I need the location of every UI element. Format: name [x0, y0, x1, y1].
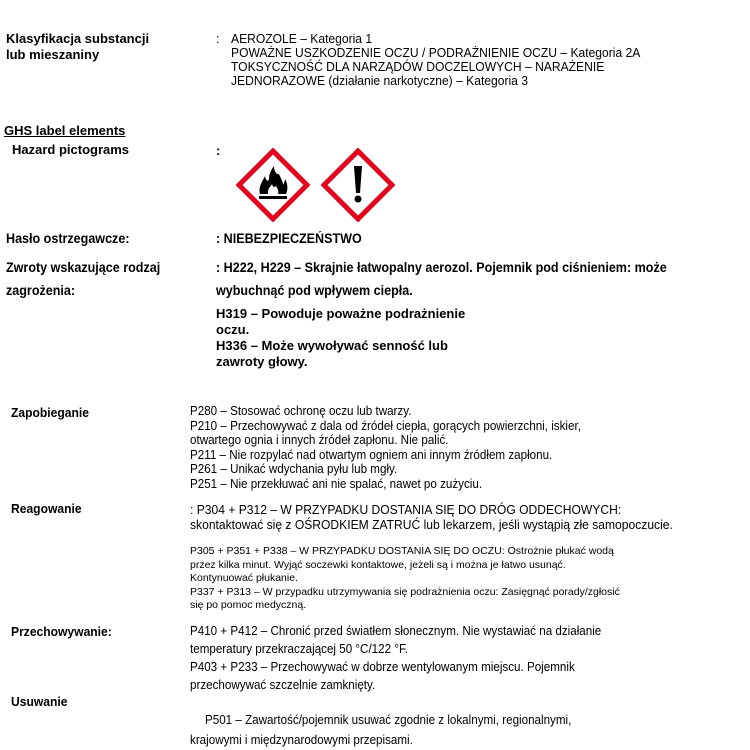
storage-label: Przechowywanie: [11, 624, 112, 639]
hazard-statement-line: oczu. [216, 322, 250, 337]
prevention-line: otwartego ognia i innych źródeł zapłonu. Nie palić. [190, 433, 449, 447]
hazard-statement-line: zawroty głowy. [216, 354, 308, 369]
flame-icon [236, 148, 310, 222]
storage-line: P410 + P412 – Chronić przed światłem słonecznym. Nie wystawiać na działanie [190, 624, 602, 638]
response-label: Reagowanie [11, 501, 82, 516]
classification-label-line: Klasyfikacja substancji [6, 31, 150, 46]
prevention-line: P210 – Przechowywać z dala od źródeł ciepła, gorących powierzchni, iskier, [190, 418, 581, 433]
exclamation-pictogram [321, 148, 395, 222]
classification-label [6, 31, 149, 63]
hazard-pictograms-label: Hazard pictograms [12, 142, 130, 157]
classification-line: POWAŻNE USZKODZENIE OCZU / PODRAŻNIENIE OCZU – Kategoria 2A [231, 45, 641, 60]
flame-pictogram [236, 148, 310, 222]
hazard-statement-line: : H222, H229 – Skrajnie łatwopalny aerozol. Pojemnik pod ciśnieniem: może [216, 260, 667, 275]
classification-line: TOKSYCZNOŚĆ DLA NARZĄDÓW DOCZELOWYCH – NARAŻENIE [231, 59, 605, 74]
disposal-line-2: krajowymi i międzynarodowymi przepisami. [190, 733, 413, 747]
classification-label-line: lub mieszaniny [6, 47, 100, 62]
prevention-line: P251 – Nie przekłuwać ani nie spalać, nawet po zużyciu. [190, 476, 483, 491]
hazard-pictograms-colon: : [216, 143, 221, 158]
response-line: P305 + P351 + P338 – W PRZYPADKU DOSTANIA SIĘ DO OCZU: Ostrożnie płukać wodą [190, 545, 614, 557]
hazard-statements-label-line: Zwroty wskazujące rodzaj [6, 260, 161, 275]
response-line: : P304 + P312 – W PRZYPADKU DOSTANIA SIĘ DO DRÓG ODDECHOWYCH: [190, 502, 622, 517]
hazard-statements-label-line: zagrożenia: [6, 283, 76, 298]
hazard-statement-line: H319 – Powoduje poważne podrażnienie [216, 306, 466, 321]
hazard-statement-line: H336 – Może wywoływać senność lub [216, 338, 448, 353]
signal-word-label: Hasło ostrzegawcze: [6, 231, 130, 246]
storage-statements [190, 622, 601, 694]
response-line: skontaktować się z OŚRODKIEM ZATRUĆ lub lekarzem, jeśli wystąpią złe samopoczucie. [190, 517, 673, 532]
prevention-line: P211 – Nie rozpylać nad otwartym ogniem ani innym źródłem zapłonu. [190, 447, 553, 462]
classification-line: JEDNORAZOWE (działanie narkotyczne) – Kategoria 3 [231, 73, 529, 88]
response-extra [190, 545, 620, 613]
exclamation-icon [321, 148, 395, 222]
storage-line: P403 + P233 – Przechowywać w dobrze wentylowanym miejscu. Pojemnik [190, 660, 575, 674]
response-line: się po pomoc medyczną. [190, 599, 307, 611]
signal-word-value: : NIEBEZPIECZEŃSTWO [216, 231, 362, 246]
disposal-line-1: P501 – Zawartość/pojemnik usuwać zgodnie z lokalnymi, regionalnymi, [205, 713, 572, 727]
classification-line: AEROZOLE – Kategoria 1 [231, 31, 373, 46]
classification-values [231, 32, 640, 88]
prevention-line: P261 – Unikać wdychania pyłu lub mgły. [190, 462, 398, 476]
hazard-statement-line: wybuchnąć pod wpływem ciepła. [216, 283, 413, 298]
disposal-label: Usuwanie [11, 694, 68, 709]
response-main [190, 502, 673, 532]
response-line: Kontynuować płukanie. [190, 572, 298, 584]
ghs-heading: GHS label elements [4, 123, 126, 138]
prevention-label: Zapobieganie [11, 405, 89, 420]
prevention-line: P280 – Stosować ochronę oczu lub twarzy. [190, 404, 412, 418]
hazard-statements-extra [216, 306, 465, 370]
prevention-statements [190, 404, 581, 491]
response-line: przez kilka minut. Wyjąć soczewki kontaktowe, jeżeli są i można je łatwo usunąć. [190, 558, 566, 571]
classification-colon: : [216, 32, 220, 46]
hazard-statements-label [6, 256, 160, 302]
hazard-statements-main [216, 256, 667, 302]
storage-line: przechowywać szczelnie zamknięty. [190, 678, 376, 692]
storage-line: temperatury przekraczającej 50 °C/122 °F. [190, 642, 408, 656]
response-line: P337 + P313 – W przypadku utrzymywania się podrażnienia oczu: Zasięgnąć porady/zgłosić [190, 585, 620, 598]
